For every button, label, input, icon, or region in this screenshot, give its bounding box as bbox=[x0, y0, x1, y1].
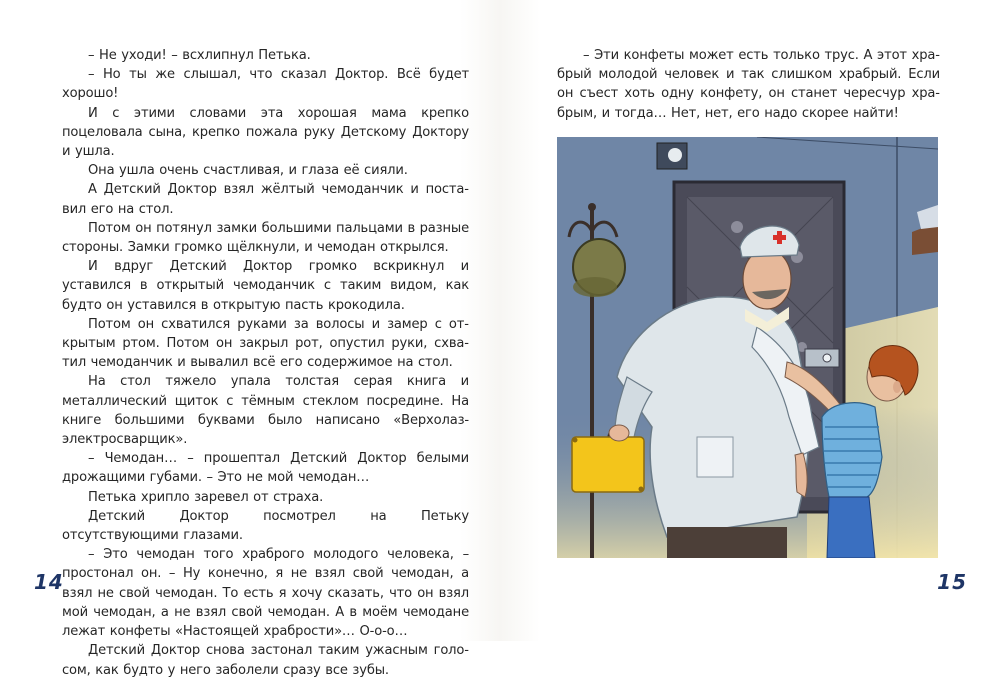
paragraph: И вдруг Детский Доктор громко вскрикнул и уставился в открытый чемоданчик с таким видом, как будто он уставился в открытую пасть крокодила. bbox=[62, 259, 469, 313]
paragraph: И с этими словами эта хорошая мама крепко поцеловала сына, крепко пожала руку Детскому Доктору и ушла. bbox=[62, 105, 469, 160]
illustration-doctor-and-boy bbox=[557, 137, 938, 558]
right-page-text bbox=[557, 46, 940, 123]
paragraph: Потом он потянул замки большими пальцами в разные стороны. Замки громко щёлкнули, и чемодан открылся. bbox=[62, 220, 469, 256]
left-page bbox=[0, 0, 500, 678]
paragraph: Детский Доктор посмотрел на Петьку отсутствующими глазами. bbox=[62, 508, 469, 544]
page-number-left: 14 bbox=[34, 570, 64, 594]
paragraph: Потом он схватился руками за волосы и замер с открытым ртом. Потом он закрыл рот, опустил руки, схватил чемоданчик и вывалил всё его содержимое на стол. bbox=[62, 316, 469, 371]
paragraph: На стол тяжело упала толстая серая книга и металлический щиток с тёмным стеклом посредине. На книге большими буквами было написано «Верхолаз-электросварщик». bbox=[62, 374, 469, 448]
paragraph: Она ушла очень счастливая, и глаза её сияли. bbox=[88, 163, 408, 179]
paragraph: – Это чемодан того храброго молодого человека, – простонал он. – Ну конечно, я не взял свой чемодан, а взял не свой чемодан. То есть я хочу сказать, что он взял мой чемодан, а не взял свой чемодан. А в моём чемодане лежат конфеты «Настоящей храбрости»… О-о-о… bbox=[62, 547, 469, 640]
paragraph: – Эти конфеты может есть только трус. А этот храбрый молодой человек и так слишком храбрый. Если он съест хоть одну конфету, он станет чересчур храбрым, и тогда… Нет, нет, его надо скорее найти! bbox=[557, 48, 940, 121]
right-page bbox=[500, 0, 1001, 641]
left-page-text bbox=[62, 46, 469, 680]
paragraph: – Но ты же слышал, что сказал Доктор. Всё будет хорошо! bbox=[62, 67, 469, 102]
paragraph: Детский Доктор снова застонал таким ужасным голосом, как будто у него заболели сразу все зубы. bbox=[62, 643, 469, 678]
story-illustration bbox=[557, 137, 938, 558]
yellow-suitcase bbox=[572, 430, 644, 493]
paragraph: – Чемодан… – прошептал Детский Доктор белыми дрожащими губами. – Это не мой чемодан… bbox=[62, 451, 469, 486]
page-number-right: 15 bbox=[937, 570, 967, 594]
paragraph: Петька хрипло заревел от страха. bbox=[88, 489, 324, 505]
paragraph: – Не уходи! – всхлипнул Петька. bbox=[88, 48, 311, 63]
paragraph: А Детский Доктор взял жёлтый чемоданчик и поставил его на стол. bbox=[62, 182, 469, 217]
